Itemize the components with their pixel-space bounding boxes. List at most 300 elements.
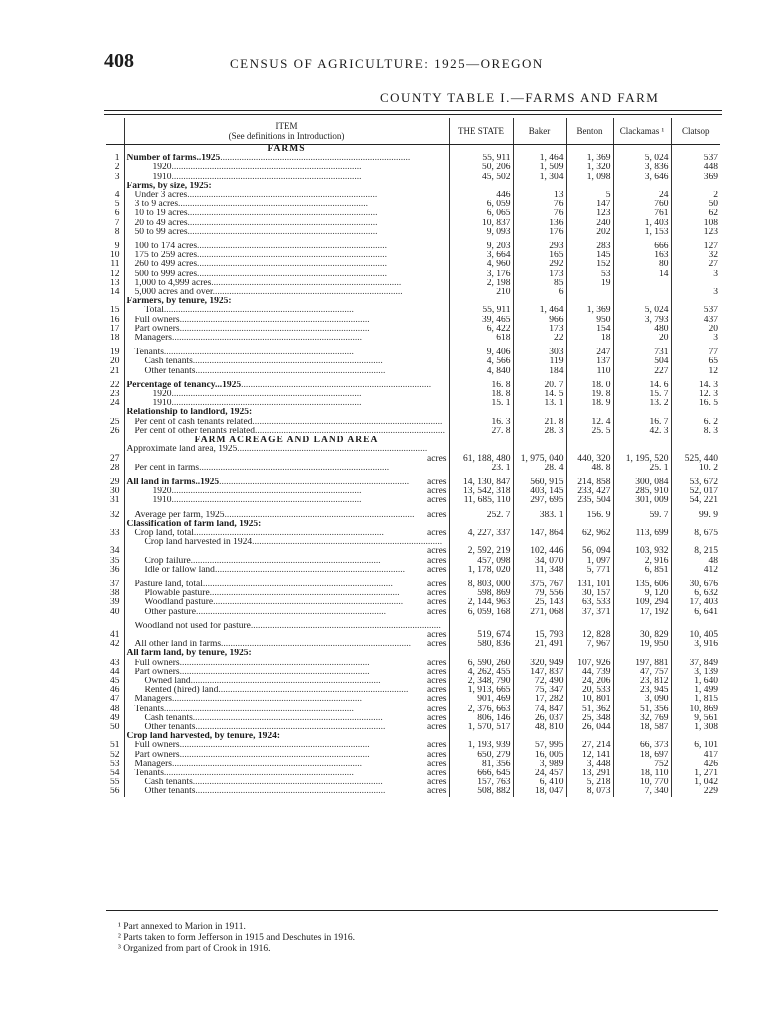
state-value: 6, 065 xyxy=(449,209,513,218)
leader-dots: ................................................................................ xyxy=(220,154,411,164)
row-label xyxy=(124,741,449,750)
benton-value xyxy=(566,297,613,306)
row-label-text: All land in farms..1925 xyxy=(126,477,220,487)
line-number xyxy=(106,182,124,191)
row-label xyxy=(124,445,449,463)
row-label-text: 10 to 19 acres xyxy=(134,209,188,219)
row-label xyxy=(124,228,449,237)
row-label-text: Tenants xyxy=(134,704,164,714)
line-number: 19 xyxy=(110,348,120,358)
page-number: 408 xyxy=(104,50,134,72)
table-row xyxy=(106,242,720,251)
row-label xyxy=(124,511,449,520)
benton-column-header: Benton xyxy=(566,118,613,145)
leader-dots: ................................................................................ xyxy=(197,269,388,279)
clatsop-value: 8, 675 xyxy=(671,529,720,538)
clatsop-value: 30, 676 xyxy=(671,580,720,589)
row-label xyxy=(124,529,449,538)
state-value xyxy=(449,649,513,658)
state-value xyxy=(449,520,513,529)
unit-label: acres xyxy=(426,640,447,650)
line-number: 51 xyxy=(110,741,120,751)
clackamas-value: 197, 881 xyxy=(613,659,671,668)
group-heading-row xyxy=(106,520,720,529)
state-value xyxy=(449,732,513,741)
row-label xyxy=(124,357,449,366)
clatsop-value: 77 xyxy=(671,348,720,357)
line-number: 47 xyxy=(110,695,120,705)
unit-label: acres xyxy=(426,477,447,487)
line-number: 23 xyxy=(110,390,120,400)
clatsop-value: 20 xyxy=(671,325,720,334)
row-label-text: Managers xyxy=(134,759,172,769)
clackamas-value: 24 xyxy=(613,191,671,200)
benton-value: 950 xyxy=(566,316,613,325)
baker-value: 165 xyxy=(513,251,566,260)
clatsop-value: 53, 672 xyxy=(671,478,720,487)
clackamas-value: 10, 770 xyxy=(613,778,671,787)
row-label-text: 1910 xyxy=(152,496,172,506)
row-label xyxy=(124,251,449,260)
state-value: 14, 130, 847 xyxy=(449,478,513,487)
benton-value: 1, 369 xyxy=(566,154,613,163)
leader-dots: ................................................................................ xyxy=(195,722,386,732)
clackamas-value xyxy=(613,297,671,306)
line-number: 21 xyxy=(110,366,120,376)
row-label-text: FARMS xyxy=(267,144,306,154)
leader-dots: ................................................................................ xyxy=(171,759,362,769)
table-row xyxy=(106,659,720,668)
clackamas-value: 5, 024 xyxy=(613,306,671,315)
leader-dots: ................................................................................ xyxy=(218,686,409,696)
line-number: 18 xyxy=(110,334,120,344)
row-label-text: Crop land harvested in 1924 xyxy=(144,538,253,548)
state-value: 806, 146 xyxy=(449,714,513,723)
table-title: COUNTY TABLE I.—FARMS AND FARM xyxy=(380,90,660,105)
leader-dots: ................................................................................ xyxy=(171,496,362,506)
clackamas-value: 3, 090 xyxy=(613,695,671,704)
baker-value: 6, 410 xyxy=(513,778,566,787)
table-row xyxy=(106,381,720,390)
benton-value xyxy=(566,649,613,658)
clatsop-value xyxy=(671,520,720,529)
table-row xyxy=(106,357,720,366)
row-label xyxy=(124,316,449,325)
row-label-text: 1920 xyxy=(152,487,172,497)
row-label-text: Pasture land, total xyxy=(134,579,203,589)
clackamas-value: 80 xyxy=(613,260,671,269)
clackamas-value: 760 xyxy=(613,200,671,209)
row-label-text: Tenants xyxy=(134,348,164,358)
row-label xyxy=(124,769,449,778)
clatsop-value: 62 xyxy=(671,209,720,218)
row-label-text: Rented (hired) land xyxy=(144,686,219,696)
table-row xyxy=(106,769,720,778)
state-value: 8, 803, 000 xyxy=(449,580,513,589)
baker-value: 11, 348 xyxy=(513,566,566,575)
baker-value: 79, 556 xyxy=(513,589,566,598)
row-label xyxy=(124,487,449,496)
leader-dots: ................................................................................ xyxy=(195,607,386,617)
line-number: 5 xyxy=(114,200,120,210)
benton-value: 48. 8 xyxy=(566,464,613,473)
row-label xyxy=(124,418,449,427)
table-row xyxy=(106,464,720,473)
benton-value xyxy=(566,408,613,417)
leader-dots: ................................................................................ xyxy=(209,589,400,599)
unit-label: acres xyxy=(426,589,447,599)
row-label xyxy=(124,464,449,473)
benton-value: 25. 5 xyxy=(566,427,613,436)
baker-value xyxy=(513,145,566,155)
table-row xyxy=(106,348,720,357)
row-label xyxy=(124,787,449,796)
clatsop-value: 12. 3 xyxy=(671,390,720,399)
table-row xyxy=(106,325,720,334)
clackamas-value: 20 xyxy=(613,334,671,343)
line-number: 53 xyxy=(110,759,120,769)
baker-value: 74, 847 xyxy=(513,705,566,714)
clatsop-value: 27 xyxy=(671,260,720,269)
clackamas-value: 25. 1 xyxy=(613,464,671,473)
line-number: 17 xyxy=(110,324,120,334)
state-value: 901, 469 xyxy=(449,695,513,704)
unit-label: acres xyxy=(426,658,447,668)
benton-value: 18 xyxy=(566,334,613,343)
table-row xyxy=(106,270,720,279)
baker-value: 184 xyxy=(513,367,566,376)
leader-dots: ................................................................................ xyxy=(219,477,410,487)
state-value: 6, 059 xyxy=(449,200,513,209)
clackamas-value: 480 xyxy=(613,325,671,334)
clackamas-value xyxy=(613,408,671,417)
row-label xyxy=(124,209,449,218)
clackamas-value xyxy=(613,649,671,658)
line-number: 43 xyxy=(110,658,120,668)
baker-value: 1, 509 xyxy=(513,163,566,172)
section-heading-row xyxy=(106,145,720,155)
row-label-text: Woodland pasture xyxy=(144,598,214,608)
leader-dots: ................................................................................ xyxy=(179,741,370,751)
clatsop-value: 50 xyxy=(671,200,720,209)
leader-dots: ................................................................................ xyxy=(192,778,383,788)
baker-column-header: Baker xyxy=(513,118,566,145)
clatsop-value: 1, 499 xyxy=(671,686,720,695)
benton-value: 235, 504 xyxy=(566,496,613,505)
state-value: 23. 1 xyxy=(449,464,513,473)
benton-value: 20, 533 xyxy=(566,686,613,695)
row-label xyxy=(124,705,449,714)
baker-value: 271, 068 xyxy=(513,608,566,617)
row-label-text: Full owners xyxy=(134,741,180,751)
line-number: 22 xyxy=(110,380,120,390)
leader-dots: ................................................................................ xyxy=(213,598,404,608)
item-header-label: ITEM xyxy=(275,121,298,131)
unit-label: acres xyxy=(426,686,447,696)
line-number: 35 xyxy=(110,556,120,566)
leader-dots: ................................................................................ xyxy=(163,769,354,778)
table-row xyxy=(106,191,720,200)
group-heading-row xyxy=(106,297,720,306)
baker-value: 13. 1 xyxy=(513,399,566,408)
table-row xyxy=(106,163,720,172)
line-number: 46 xyxy=(110,686,120,696)
row-label xyxy=(124,668,449,677)
unit-label: acres xyxy=(426,579,447,589)
line-number: 36 xyxy=(110,565,120,575)
line-number: 45 xyxy=(110,676,120,686)
clackamas-value xyxy=(613,182,671,191)
line-number: 6 xyxy=(114,209,120,219)
table-row xyxy=(106,566,720,575)
row-label-text: Cash tenants xyxy=(144,713,193,723)
leader-dots: ................................................................................ xyxy=(197,260,388,270)
leader-dots: ................................................................................ xyxy=(163,348,354,358)
baker-value xyxy=(513,408,566,417)
state-value: 45, 502 xyxy=(449,173,513,182)
baker-value: 21. 8 xyxy=(513,418,566,427)
state-value: 650, 279 xyxy=(449,751,513,760)
line-number: 48 xyxy=(110,704,120,714)
row-label xyxy=(124,557,449,566)
state-value: 2, 376, 663 xyxy=(449,705,513,714)
group-heading-row xyxy=(106,408,720,417)
unit-label: acres xyxy=(426,704,447,714)
clatsop-value: 65 xyxy=(671,357,720,366)
leader-dots: ................................................................................ xyxy=(171,695,362,705)
clackamas-value: 59. 7 xyxy=(613,511,671,520)
clatsop-value: 448 xyxy=(671,163,720,172)
row-label xyxy=(124,173,449,182)
clackamas-value: 23, 812 xyxy=(613,677,671,686)
clackamas-value: 227 xyxy=(613,367,671,376)
baker-value: 1, 464 xyxy=(513,154,566,163)
baker-value: 26, 037 xyxy=(513,714,566,723)
baker-value: 17, 282 xyxy=(513,695,566,704)
row-label xyxy=(124,695,449,704)
baker-value xyxy=(513,649,566,658)
state-value: 618 xyxy=(449,334,513,343)
unit-label: acres xyxy=(426,713,447,723)
clatsop-value: 6, 632 xyxy=(671,589,720,598)
unit-label: acres xyxy=(426,510,447,520)
benton-value: 7, 967 xyxy=(566,640,613,649)
clackamas-value: 47, 757 xyxy=(613,668,671,677)
baker-value: 28. 4 xyxy=(513,464,566,473)
clatsop-value xyxy=(671,732,720,741)
benton-value xyxy=(566,520,613,529)
baker-value: 18, 047 xyxy=(513,787,566,796)
clackamas-value: 3, 646 xyxy=(613,173,671,182)
group-heading-row xyxy=(106,732,720,741)
clackamas-value: 301, 009 xyxy=(613,496,671,505)
leader-dots: ................................................................................ xyxy=(187,209,378,219)
row-label xyxy=(124,288,449,297)
benton-value: 12. 4 xyxy=(566,418,613,427)
clackamas-value: 14 xyxy=(613,270,671,279)
state-value xyxy=(449,145,513,155)
state-value: 55, 911 xyxy=(449,306,513,315)
state-value: 55, 911 xyxy=(449,154,513,163)
line-number: 44 xyxy=(110,667,120,677)
line-number: 11 xyxy=(110,260,120,270)
benton-value: 147 xyxy=(566,200,613,209)
benton-value: 152 xyxy=(566,260,613,269)
table-row xyxy=(106,511,720,520)
baker-value: 119 xyxy=(513,357,566,366)
line-number: 52 xyxy=(110,750,120,760)
state-value: 157, 763 xyxy=(449,778,513,787)
clatsop-value: 229 xyxy=(671,787,720,796)
benton-value: 107, 926 xyxy=(566,659,613,668)
table-row xyxy=(106,778,720,787)
state-value: 210 xyxy=(449,288,513,297)
baker-value: 297, 695 xyxy=(513,496,566,505)
line-number xyxy=(106,408,124,417)
row-label xyxy=(124,279,449,288)
row-label-text: Number of farms..1925 xyxy=(126,154,221,164)
benton-value: 1, 097 xyxy=(566,557,613,566)
leader-dots: ................................................................................ xyxy=(197,251,388,261)
row-label-text: Total xyxy=(144,306,164,316)
clatsop-value xyxy=(671,145,720,155)
table-row xyxy=(106,390,720,399)
benton-value: 1, 098 xyxy=(566,173,613,182)
row-label-text: 1920 xyxy=(152,390,172,400)
row-label-text: 5,000 acres and over xyxy=(134,288,213,298)
row-label-text: Woodland not used for pasture xyxy=(134,621,251,631)
row-label xyxy=(124,496,449,505)
clatsop-value: 537 xyxy=(671,154,720,163)
line-number xyxy=(106,297,124,306)
clackamas-value: 16. 7 xyxy=(613,418,671,427)
unit-label: acres xyxy=(426,629,447,640)
leader-dots: ................................................................................ xyxy=(241,380,432,390)
line-number: 1 xyxy=(114,154,120,164)
benton-value: 12, 141 xyxy=(566,751,613,760)
line-number xyxy=(106,649,124,658)
baker-value: 303 xyxy=(513,348,566,357)
state-value: 1, 193, 939 xyxy=(449,741,513,750)
table-body xyxy=(106,145,720,797)
state-value xyxy=(449,297,513,306)
row-label xyxy=(124,306,449,315)
row-label xyxy=(124,659,449,668)
clackamas-value: 109, 294 xyxy=(613,598,671,607)
baker-value: 34, 070 xyxy=(513,557,566,566)
clackamas-value: 504 xyxy=(613,357,671,366)
state-value: 508, 882 xyxy=(449,787,513,796)
leader-dots: ................................................................................ xyxy=(224,510,415,520)
row-label xyxy=(124,677,449,686)
top-rule xyxy=(104,110,722,111)
clatsop-value xyxy=(671,649,720,658)
leader-dots: ................................................................................ xyxy=(250,621,441,631)
row-label-text: Owned land xyxy=(144,676,191,686)
line-number xyxy=(106,436,124,445)
state-value: 4, 566 xyxy=(449,357,513,366)
unit-label: acres xyxy=(426,769,447,778)
clatsop-value: 1, 042 xyxy=(671,778,720,787)
state-value: 2, 348, 790 xyxy=(449,677,513,686)
line-number: 26 xyxy=(110,426,120,436)
footnote-3: ³ Organized from part of Crook in 1916. xyxy=(118,944,271,954)
state-value: 446 xyxy=(449,191,513,200)
row-label-text: 3 to 9 acres xyxy=(134,200,179,210)
table-row xyxy=(106,714,720,723)
footnote-1: ¹ Part annexed to Marion in 1911. xyxy=(118,922,246,932)
benton-value: 233, 427 xyxy=(566,487,613,496)
row-label xyxy=(124,640,449,649)
benton-value: 3, 448 xyxy=(566,760,613,769)
line-number: 31 xyxy=(110,496,120,506)
benton-value: 24, 206 xyxy=(566,677,613,686)
benton-value: 62, 962 xyxy=(566,529,613,538)
row-label xyxy=(124,760,449,769)
row-label-text: FARM ACREAGE AND LAND AREA xyxy=(194,436,379,446)
row-label-text: Farms, by size, 1925: xyxy=(126,181,212,191)
unit-label: acres xyxy=(426,598,447,608)
row-label xyxy=(124,219,449,228)
row-label-text: Other pasture xyxy=(144,607,196,617)
clatsop-value xyxy=(671,297,720,306)
baker-value: 173 xyxy=(513,270,566,279)
line-number: 56 xyxy=(110,787,120,797)
clatsop-value: 3 xyxy=(671,288,720,297)
row-label-text: Other tenants xyxy=(144,366,196,376)
benton-value: 19 xyxy=(566,279,613,288)
clackamas-value: 18, 110 xyxy=(613,769,671,778)
clackamas-value: 42. 3 xyxy=(613,427,671,436)
row-label xyxy=(124,381,449,390)
leader-dots: ................................................................................ xyxy=(163,704,354,714)
clackamas-value: 1, 403 xyxy=(613,219,671,228)
row-label-text: Crop failure xyxy=(144,556,191,566)
baker-value: 1, 975, 040 xyxy=(513,445,566,463)
benton-value: 18. 9 xyxy=(566,399,613,408)
benton-value: 26, 044 xyxy=(566,723,613,732)
clatsop-value: 3 xyxy=(671,334,720,343)
line-number: 32 xyxy=(110,510,120,520)
leader-dots: ................................................................................ xyxy=(187,227,378,237)
clatsop-value: 9, 561 xyxy=(671,714,720,723)
row-label xyxy=(124,580,449,589)
state-value: 6, 059, 168 xyxy=(449,608,513,617)
clatsop-value: 2 xyxy=(671,191,720,200)
clackamas-value: 18, 587 xyxy=(613,723,671,732)
row-label-text: Managers xyxy=(134,334,172,344)
line-number: 30 xyxy=(110,487,120,497)
clackamas-value: 3, 836 xyxy=(613,163,671,172)
baker-value: 76 xyxy=(513,209,566,218)
benton-value: 5, 218 xyxy=(566,778,613,787)
table-row xyxy=(106,695,720,704)
clatsop-value: 37, 849 xyxy=(671,659,720,668)
row-label xyxy=(124,200,449,209)
line-number: 25 xyxy=(110,417,120,427)
row-label-text: Classification of farm land, 1925: xyxy=(126,519,262,529)
baker-value: 85 xyxy=(513,279,566,288)
table-row xyxy=(106,209,720,218)
row-label-text: Part owners xyxy=(134,750,180,760)
baker-value: 403, 145 xyxy=(513,487,566,496)
row-label-text: Full owners xyxy=(134,315,180,325)
state-value: 598, 869 xyxy=(449,589,513,598)
unit-label: acres xyxy=(426,676,447,686)
leader-dots: ................................................................................ xyxy=(171,399,362,409)
table-row xyxy=(106,173,720,182)
clackamas-value: 752 xyxy=(613,760,671,769)
